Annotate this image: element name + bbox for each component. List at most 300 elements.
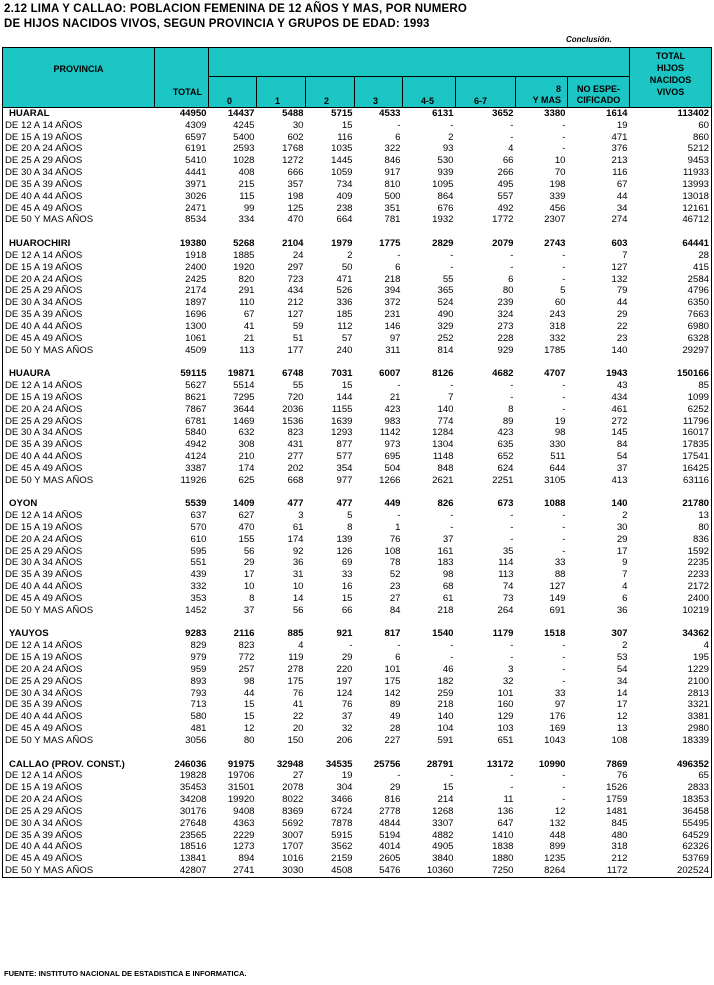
table-cell: 37 xyxy=(341,711,353,723)
table-cell: 32 xyxy=(502,675,514,687)
table-cell: 51 xyxy=(292,332,304,344)
table-cell: 36458 xyxy=(630,806,712,818)
age-group-label: DE 45 A 49 AÑOS xyxy=(3,203,155,215)
table-cell: 5514 xyxy=(233,380,255,392)
table-cell: 664 xyxy=(336,214,353,226)
table-cell: 318 xyxy=(549,320,566,332)
table-cell: 5 xyxy=(560,285,566,297)
table-row xyxy=(3,463,712,475)
table-cell: 80 xyxy=(502,285,514,297)
table-cell: 6597 xyxy=(185,131,207,143)
table-cell: - xyxy=(450,770,454,782)
table-cell: 12 xyxy=(616,711,628,723)
table-cell: 3307 xyxy=(432,817,454,829)
table-row xyxy=(3,735,712,747)
table-cell: 78 xyxy=(389,557,401,569)
table-cell: 30 xyxy=(292,119,304,131)
spacer-cell xyxy=(306,487,355,499)
table-cell: 318 xyxy=(611,841,628,853)
table-cell: 431 xyxy=(287,439,304,451)
table-row xyxy=(3,404,712,416)
table-cell: 1095 xyxy=(432,178,454,190)
table-cell: 21 xyxy=(243,332,255,344)
province-total-cell: 6007 xyxy=(379,368,401,380)
table-cell: 61 xyxy=(292,521,304,533)
spacer-cell xyxy=(630,487,712,499)
spacer-cell xyxy=(630,747,712,759)
table-cell: 29 xyxy=(616,309,628,321)
table-cell: 46712 xyxy=(630,214,712,226)
table-cell: 79 xyxy=(616,285,628,297)
table-cell: 35453 xyxy=(179,782,207,794)
table-cell: 174 xyxy=(287,533,304,545)
age-group-label: DE 15 A 19 AÑOS xyxy=(3,522,155,534)
table-row xyxy=(3,688,712,700)
table-cell: 101 xyxy=(497,687,514,699)
table-cell: 11926 xyxy=(180,474,207,486)
age-group-label: DE 30 A 34 AÑOS xyxy=(3,167,155,179)
table-cell: 59 xyxy=(292,320,304,332)
header-no-esp-l2: CIFICADO xyxy=(576,95,621,105)
table-cell: 1061 xyxy=(185,332,207,344)
table-cell: 183 xyxy=(437,557,454,569)
table-cell: 98 xyxy=(554,427,566,439)
table-cell: 57 xyxy=(341,332,353,344)
table-cell: 480 xyxy=(611,829,628,841)
province-total-cell: 673 xyxy=(497,498,514,510)
province-total-cell: 6131 xyxy=(432,108,454,119)
province-row xyxy=(3,759,712,771)
table-cell: 140 xyxy=(437,711,454,723)
table-cell: 4 xyxy=(508,143,514,155)
table-row xyxy=(3,309,712,321)
table-cell: 9 xyxy=(622,557,628,569)
spacer-cell xyxy=(516,356,568,368)
table-cell: 37 xyxy=(616,462,628,474)
table-cell: 61 xyxy=(442,592,454,604)
table-cell: 16017 xyxy=(630,427,712,439)
table-cell: 108 xyxy=(611,734,628,746)
table-cell: 8 xyxy=(508,403,514,415)
table-cell: - xyxy=(510,261,514,273)
table-cell: 7878 xyxy=(331,817,353,829)
table-cell: 1696 xyxy=(185,309,207,321)
spacer-cell xyxy=(3,356,155,368)
table-cell: 27 xyxy=(292,770,304,782)
table-cell: 33 xyxy=(554,557,566,569)
table-cell: 595 xyxy=(190,545,207,557)
age-group-label: DE 20 A 24 AÑOS xyxy=(3,794,155,806)
province-total-cell: 826 xyxy=(437,498,454,510)
table-cell: 470 xyxy=(238,521,255,533)
table-cell: 24 xyxy=(292,249,304,261)
table-cell: 30176 xyxy=(179,805,207,817)
spacer-cell xyxy=(568,747,630,759)
table-cell: 124 xyxy=(336,687,353,699)
header-col-6-7: 6-7 xyxy=(456,77,516,108)
spacer-cell xyxy=(403,226,456,238)
table-row xyxy=(3,794,712,806)
table-cell: - xyxy=(510,770,514,782)
age-group-label: DE 35 A 39 AÑOS xyxy=(3,569,155,581)
province-name: HUAROCHIRI xyxy=(3,238,155,250)
spacer-cell xyxy=(568,356,630,368)
spacer-cell xyxy=(568,617,630,629)
table-cell: 44 xyxy=(243,687,255,699)
table-cell: 977 xyxy=(336,474,353,486)
table-cell: - xyxy=(397,510,401,522)
age-group-label: DE 35 A 39 AÑOS xyxy=(3,309,155,321)
table-cell: 19 xyxy=(554,415,566,427)
header-col-8-l2: Y MAS xyxy=(532,95,561,105)
spacer-cell xyxy=(306,356,355,368)
table-cell: 423 xyxy=(384,403,401,415)
table-cell: 894 xyxy=(238,853,255,865)
table-cell: 1272 xyxy=(282,155,304,167)
table-row xyxy=(3,179,712,191)
table-cell: 206 xyxy=(336,734,353,746)
table-cell: 772 xyxy=(238,652,255,664)
table-cell: 35 xyxy=(502,545,514,557)
table-cell: - xyxy=(450,652,454,664)
table-cell: - xyxy=(397,119,401,131)
table-row xyxy=(3,451,712,463)
table-body xyxy=(3,108,712,878)
table-cell: 939 xyxy=(437,167,454,179)
age-group-label: DE 15 A 19 AÑOS xyxy=(3,262,155,274)
table-cell: 76 xyxy=(616,770,628,782)
table-cell: 2174 xyxy=(185,285,207,297)
age-group-label: DE 20 A 24 AÑOS xyxy=(3,274,155,286)
table-cell: 34208 xyxy=(179,794,207,806)
table-row xyxy=(3,285,712,297)
province-total-cell: 9283 xyxy=(185,628,207,640)
table-cell: 7 xyxy=(622,249,628,261)
table-cell: 6191 xyxy=(185,143,207,155)
table-cell: 126 xyxy=(336,545,353,557)
table-cell: 62326 xyxy=(630,841,712,853)
table-cell: 3 xyxy=(508,663,514,675)
table-cell: 774 xyxy=(437,415,454,427)
table-cell: 353 xyxy=(190,592,207,604)
table-row xyxy=(3,203,712,215)
table-cell: 116 xyxy=(612,167,628,179)
table-cell: 55 xyxy=(292,380,304,392)
table-cell: 2 xyxy=(347,249,353,261)
table-cell: 19706 xyxy=(227,770,255,782)
table-cell: 1043 xyxy=(544,734,566,746)
table-cell: 4124 xyxy=(185,451,207,463)
table-row xyxy=(3,155,712,167)
table-cell: 252 xyxy=(437,332,454,344)
table-cell: 89 xyxy=(502,415,514,427)
table-cell: 70 xyxy=(554,167,566,179)
table-row xyxy=(3,569,712,581)
province-total-cell: 817 xyxy=(384,628,401,640)
spacer-cell xyxy=(306,226,355,238)
spacer-cell xyxy=(355,747,403,759)
table-cell: 5194 xyxy=(379,829,401,841)
age-group-label: DE 30 A 34 AÑOS xyxy=(3,297,155,309)
table-cell: 580 xyxy=(190,711,207,723)
province-total-cell: 1518 xyxy=(544,628,566,640)
table-cell: 257 xyxy=(238,663,255,675)
spacer-cell xyxy=(403,356,456,368)
table-cell: 644 xyxy=(549,462,566,474)
table-cell: 56 xyxy=(292,604,304,616)
table-cell: 21 xyxy=(389,391,401,403)
table-cell: 202 xyxy=(287,462,304,474)
table-cell: 330 xyxy=(549,439,566,451)
table-cell: 274 xyxy=(611,214,628,226)
table-cell: 74 xyxy=(502,581,514,593)
table-cell: 1148 xyxy=(432,451,454,463)
age-group-label: DE 20 A 24 AÑOS xyxy=(3,534,155,546)
table-cell: 1838 xyxy=(492,841,514,853)
spacer-cell xyxy=(155,747,209,759)
table-cell: 29 xyxy=(616,533,628,545)
table-cell: 112 xyxy=(337,320,353,332)
table-cell: 695 xyxy=(384,451,401,463)
province-total-cell: 246036 xyxy=(174,758,207,770)
table-cell: 2 xyxy=(622,510,628,522)
table-cell: 41 xyxy=(243,320,255,332)
table-row xyxy=(3,510,712,522)
table-cell: 610 xyxy=(190,533,207,545)
table-cell: 84 xyxy=(389,604,401,616)
table-cell: 713 xyxy=(190,699,207,711)
table-cell: 504 xyxy=(384,462,401,474)
age-group-label: DE 35 A 39 AÑOS xyxy=(3,439,155,451)
table-cell: 1897 xyxy=(185,297,207,309)
table-cell: 29297 xyxy=(630,345,712,357)
age-group-label: DE 30 A 34 AÑOS xyxy=(3,427,155,439)
table-cell: 415 xyxy=(630,262,712,274)
table-cell: 9408 xyxy=(233,805,255,817)
table-cell: 169 xyxy=(549,723,566,735)
table-cell: 1172 xyxy=(568,865,630,877)
table-cell: 50 xyxy=(341,261,353,273)
table-cell: 73 xyxy=(502,592,514,604)
province-total-cell: 449 xyxy=(384,498,401,510)
table-cell: 1142 xyxy=(379,427,401,439)
table-row xyxy=(3,333,712,345)
table-cell: 97 xyxy=(554,699,566,711)
header-total: TOTAL xyxy=(155,48,209,108)
table-cell: 409 xyxy=(336,190,353,202)
province-total-cell: 7869 xyxy=(606,758,628,770)
table-cell: 929 xyxy=(497,344,514,356)
spacer-cell xyxy=(257,747,306,759)
province-total-cell: 19871 xyxy=(227,368,255,380)
header-col-1: 1 xyxy=(257,77,306,108)
table-cell: 56 xyxy=(243,545,255,557)
table-cell: - xyxy=(510,510,514,522)
province-total-cell: 44950 xyxy=(179,108,207,119)
province-total-cell: 13172 xyxy=(486,758,514,770)
table-row xyxy=(3,640,712,652)
table-cell: 17541 xyxy=(630,451,712,463)
table-cell: 973 xyxy=(384,439,401,451)
province-total-cell: 2743 xyxy=(544,238,566,250)
age-group-label: DE 45 A 49 AÑOS xyxy=(3,463,155,475)
title-line-1: 2.12 LIMA Y CALLAO: POBLACION FEMENINA DE 12 AÑOS Y MAS, POR NUMERO xyxy=(4,3,468,15)
table-cell: 15 xyxy=(243,711,255,723)
table-cell: 33 xyxy=(341,569,353,581)
table-cell: 470 xyxy=(287,214,304,226)
age-group-label: DE 12 A 14 AÑOS xyxy=(3,120,155,132)
age-group-label: DE 15 A 19 AÑOS xyxy=(3,652,155,664)
table-cell: - xyxy=(349,640,353,652)
spacer-cell xyxy=(257,226,306,238)
spacer-cell xyxy=(355,356,403,368)
table-cell: 54 xyxy=(616,663,628,675)
header-provincia: PROVINCIA xyxy=(3,48,155,108)
province-total-cell: 2116 xyxy=(233,628,255,640)
data-table xyxy=(2,47,712,878)
age-group-label: DE 15 A 19 AÑOS xyxy=(3,132,155,144)
table-cell: 10 xyxy=(554,155,566,167)
table-cell: 67 xyxy=(243,309,255,321)
table-cell: 6980 xyxy=(630,321,712,333)
table-row xyxy=(3,770,712,782)
table-cell: 66 xyxy=(341,604,353,616)
province-total-cell: 496352 xyxy=(630,759,712,771)
table-cell: 4441 xyxy=(185,167,207,179)
province-total-cell: 5539 xyxy=(185,498,207,510)
spacer-cell xyxy=(209,226,257,238)
table-cell: 218 xyxy=(384,273,401,285)
table-cell: 5476 xyxy=(355,865,403,877)
table-cell: 3644 xyxy=(233,403,255,415)
table-cell: 1526 xyxy=(606,782,628,794)
spacer-cell xyxy=(3,747,155,759)
table-cell: 19 xyxy=(341,770,353,782)
table-cell: 31 xyxy=(292,569,304,581)
table-cell: 676 xyxy=(437,202,454,214)
table-cell: 461 xyxy=(611,403,628,415)
spacer-cell xyxy=(516,487,568,499)
table-cell: 848 xyxy=(437,462,454,474)
table-cell: 240 xyxy=(336,344,353,356)
spacer-cell xyxy=(209,356,257,368)
province-total-cell: 2829 xyxy=(432,238,454,250)
spacer-cell xyxy=(257,487,306,499)
table-cell: 18353 xyxy=(630,794,712,806)
table-cell: 495 xyxy=(497,178,514,190)
spacer-row xyxy=(3,747,712,759)
age-group-label: DE 25 A 29 AÑOS xyxy=(3,546,155,558)
table-cell: 4 xyxy=(298,640,304,652)
table-cell: 8621 xyxy=(185,391,207,403)
table-cell: 278 xyxy=(287,663,304,675)
table-cell: - xyxy=(562,640,566,652)
province-name: CALLAO (PROV. CONST.) xyxy=(3,759,155,771)
table-row xyxy=(3,605,712,617)
age-group-label: DE 12 A 14 AÑOS xyxy=(3,770,155,782)
table-row xyxy=(3,120,712,132)
table-cell: 37 xyxy=(243,604,255,616)
table-cell: 1445 xyxy=(331,155,353,167)
table-cell: 339 xyxy=(549,190,566,202)
header-col-2: 2 xyxy=(306,77,355,108)
header-total-hijos-l4: VIVOS xyxy=(656,87,685,97)
table-cell: 1273 xyxy=(233,841,255,853)
table-cell: 1885 xyxy=(233,249,255,261)
table-cell: - xyxy=(450,249,454,261)
table-cell: 860 xyxy=(630,132,712,144)
table-cell: 2 xyxy=(448,131,454,143)
table-cell: 127 xyxy=(287,309,304,321)
table-cell: 816 xyxy=(384,794,401,806)
header-band xyxy=(209,48,630,77)
table-row xyxy=(3,522,712,534)
table-cell: 893 xyxy=(190,675,207,687)
province-total-cell: 10990 xyxy=(538,758,566,770)
table-cell: 666 xyxy=(287,167,304,179)
table-cell: - xyxy=(510,521,514,533)
table-cell: 161 xyxy=(437,545,454,557)
table-cell: - xyxy=(562,391,566,403)
table-cell: 43 xyxy=(616,380,628,392)
table-cell: - xyxy=(450,521,454,533)
province-total-cell: 1614 xyxy=(606,108,628,119)
table-cell: 2425 xyxy=(185,273,207,285)
spacer-cell xyxy=(306,617,355,629)
table-cell: 10 xyxy=(243,581,255,593)
table-cell: 66 xyxy=(502,155,514,167)
table-cell: 1410 xyxy=(492,829,514,841)
table-cell: 218 xyxy=(437,699,454,711)
province-total-cell: 34362 xyxy=(630,628,712,640)
table-cell: 1 xyxy=(395,521,401,533)
province-row xyxy=(3,108,712,120)
table-cell: 6328 xyxy=(630,333,712,345)
table-cell: 243 xyxy=(549,309,566,321)
table-cell: 36 xyxy=(292,557,304,569)
table-cell: 46 xyxy=(442,663,454,675)
table-cell: 10 xyxy=(292,581,304,593)
table-cell: 17 xyxy=(616,545,628,557)
province-row xyxy=(3,238,712,250)
table-cell: - xyxy=(562,794,566,806)
table-cell: 23 xyxy=(616,332,628,344)
table-cell: 2078 xyxy=(282,782,304,794)
spacer-cell xyxy=(155,356,209,368)
table-cell: 351 xyxy=(384,202,401,214)
table-cell: 228 xyxy=(497,332,514,344)
table-cell: 8264 xyxy=(516,865,568,877)
table-row xyxy=(3,557,712,569)
table-cell: 202524 xyxy=(630,865,712,877)
table-cell: 490 xyxy=(437,309,454,321)
table-cell: - xyxy=(562,510,566,522)
table-cell: 2400 xyxy=(630,593,712,605)
table-cell: 8022 xyxy=(282,794,304,806)
table-cell: 336 xyxy=(336,297,353,309)
table-cell: 174 xyxy=(238,462,255,474)
conclusion-note: Conclusión. xyxy=(566,35,612,44)
table-cell: 127 xyxy=(611,261,628,273)
table-cell: 65 xyxy=(630,770,712,782)
province-row xyxy=(3,498,712,510)
table-cell: 198 xyxy=(287,190,304,202)
province-total-cell: 921 xyxy=(336,628,353,640)
table-cell: 2159 xyxy=(331,853,353,865)
table-cell: 5410 xyxy=(185,155,207,167)
table-cell: 635 xyxy=(497,439,514,451)
table-cell: 53769 xyxy=(630,853,712,865)
